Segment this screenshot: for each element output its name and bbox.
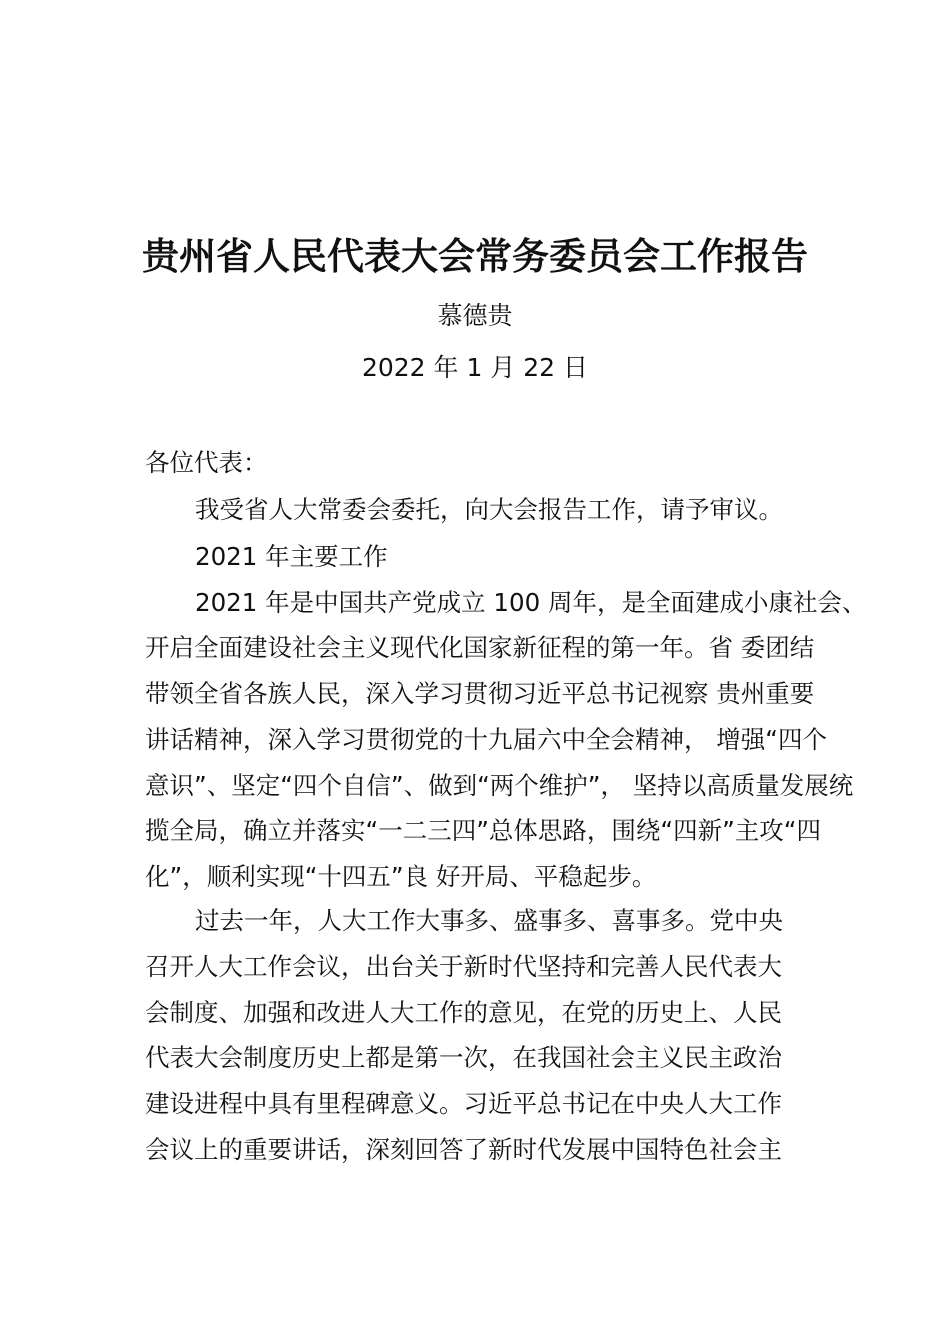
paragraph-line: 召开人大工作会议，出台关于新时代坚持和完善人民代表大 [145,952,782,981]
paragraph-line: 讲话精神，深入学习贯彻党的十九届六中全会精神， 增强“四个 [145,725,827,754]
report-date: 2022 年 1 月 22 日 [361,353,589,382]
paragraph-line: 化”，顺利实现“十四五”良 好开局、平稳起步。 [145,862,657,891]
paragraph-line: 过去一年，人大工作大事多、盛事多、喜事多。党中央 [195,906,783,935]
paragraph-line: 揽全局，确立并落实“一二三四”总体思路，围绕“四新”主攻“四 [145,816,821,845]
author-name: 慕德贵 [437,301,513,330]
document-title: 贵州省人民代表大会常务委员会工作报告 [142,235,808,278]
paragraph-line: 开启全面建设社会主义现代化国家新征程的第一年。省 委团结 [145,633,815,662]
paragraph-line: 意识”、坚定“四个自信”、做到“两个维护”， 坚持以高质量发展统 [145,771,854,800]
paragraph-line: 2021 年是中国共产党成立 100 周年，是全面建成小康社会、 [195,588,867,617]
paragraph-line: 我受省人大常委会委托，向大会报告工作，请予审议。 [195,495,783,524]
paragraph-line: 会议上的重要讲话，深刻回答了新时代发展中国特色社会主 [145,1135,782,1164]
paragraph-line: 带领全省各族人民，深入学习贯彻习近平总书记视察 贵州重要 [145,679,815,708]
paragraph-line: 代表大会制度历史上都是第一次，在我国社会主义民主政治 [145,1043,782,1072]
paragraph-line: 会制度、加强和改进人大工作的意见，在党的历史上、人民 [145,998,782,1027]
paragraph-line: 建设进程中具有里程碑意义。习近平总书记在中央人大工作 [145,1089,782,1118]
section-heading: 2021 年主要工作 [195,542,388,571]
salutation: 各位代表： [145,448,268,477]
